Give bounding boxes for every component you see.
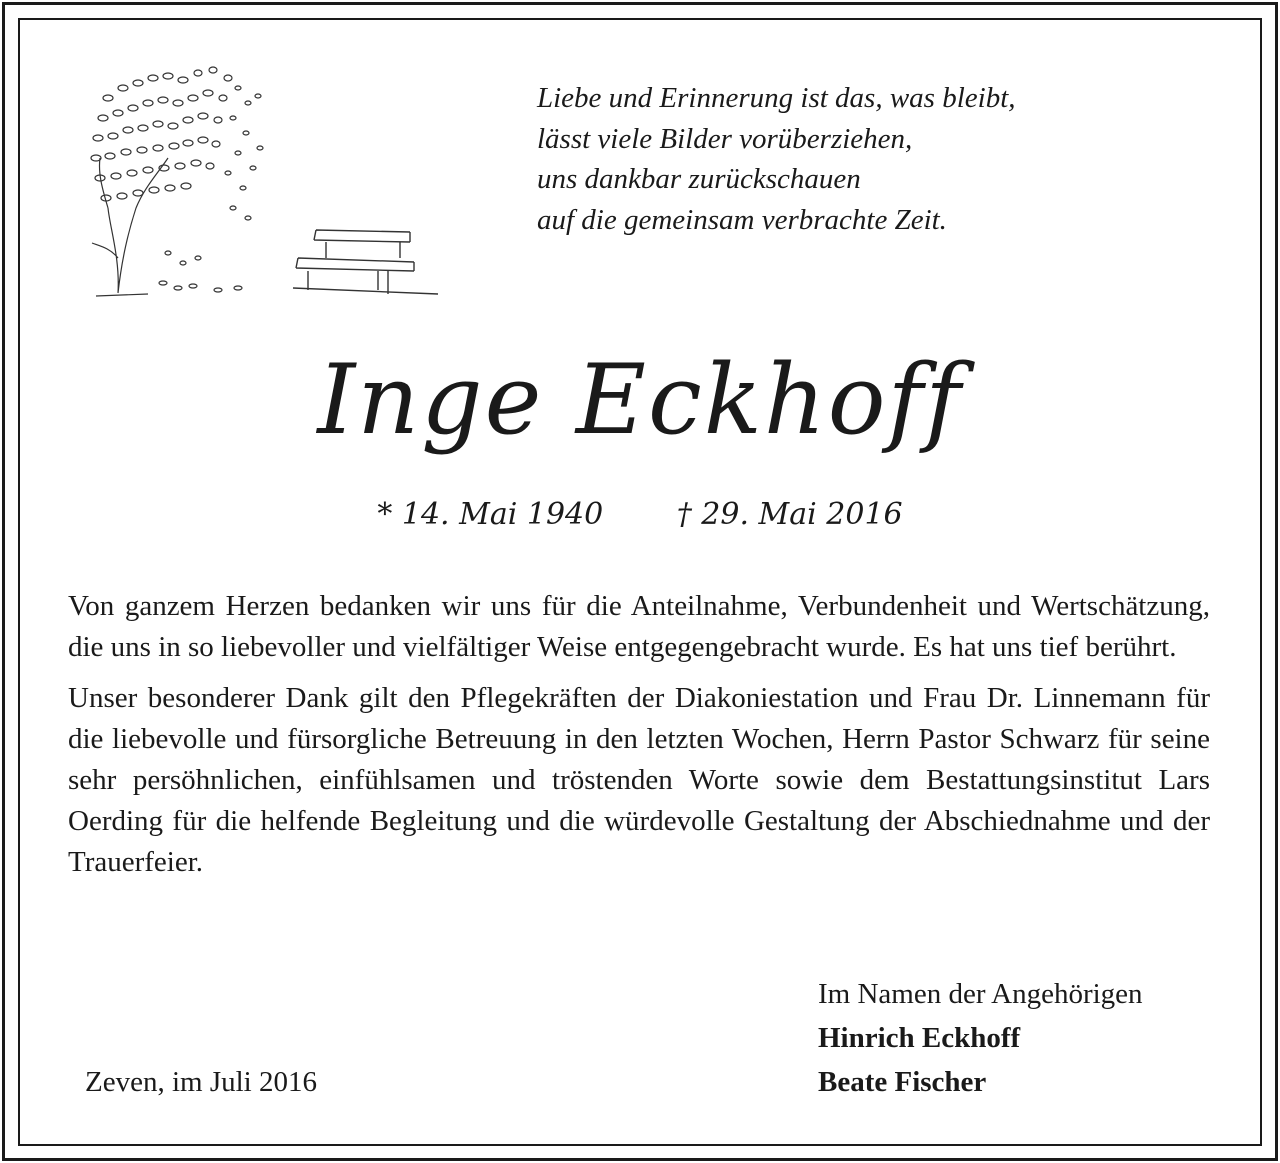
bench-icon [293,230,438,294]
closing-block [818,972,1143,1104]
deceased-name: Inge Eckhoff [317,344,963,456]
life-dates [0,490,1280,540]
body-text [68,586,1210,893]
tree-icon [91,67,263,296]
signatory: Beate Fischer [818,1066,987,1098]
quote-line: uns dankbar zurückschauen [537,163,861,195]
death-date: † 29. Mai 2016 [676,497,903,532]
quote-line: auf die gemeinsam verbrachte Zeit. [537,203,947,236]
body-paragraph: Unser besonderer Dank gilt den Pflegekräften der Diakoniestation und Frau Dr. Linnemann für die liebevolle und fürsorgliche Betreuung in den letzten Wochen, Herrn Pastor Schwarz für seine sehr persöhnlichen, einfühlsamen und tröstenden Worte sowie dem Bestattungsinstitut Lars Oerding für die helfende Begleitung und die würdevolle Gestaltung der Abschiednahme und der Trauerfeier. [68,682,1210,878]
quote-line: Liebe und Erinnerung ist das, was bleibt, [537,82,1016,114]
birth-date: * 14. Mai 1940 [377,497,604,532]
quote-line: lässt viele Bilder vorüberziehen, [537,122,913,155]
closing-intro: Im Namen der Angehörigen [818,978,1143,1010]
tree-bench-illustration [88,58,448,303]
quote-block [537,78,1177,240]
place-date: Zeven, im Juli 2016 [85,1066,317,1098]
signatory: Hinrich Eckhoff [818,1022,1021,1054]
illustration [88,58,448,303]
body-paragraph: Von ganzem Herzen bedanken wir uns für die Anteilnahme, Verbundenheit und Wertschätzung, die uns in so liebevoller und vielfältiger Weise entgegengebracht wurde. Es hat uns tief berührt. [68,590,1210,663]
